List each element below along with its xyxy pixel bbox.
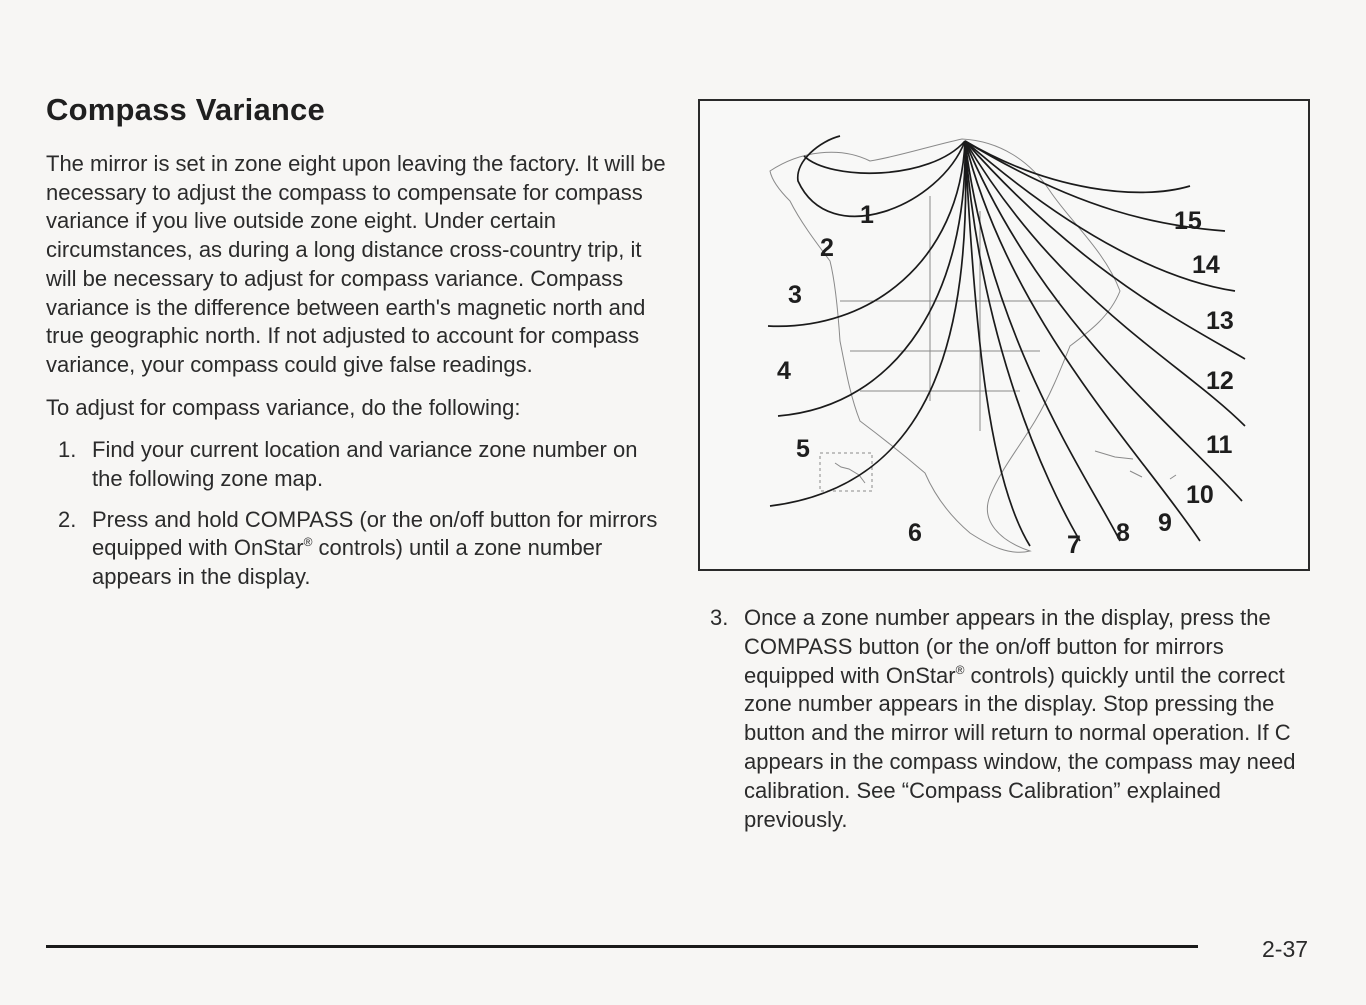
step-text: Find your current location and variance zone number on the following zone map. [92, 437, 638, 492]
zone-label-4: 4 [777, 357, 791, 385]
step-text-after: controls) until a zone number appears in the display. [92, 535, 603, 590]
footer-rule [46, 945, 1198, 948]
step-item [46, 436, 666, 493]
step-text-before: Once a zone number appears in the display, press the COMPASS button (or the on/off button for mirrors equipped with OnStar [744, 605, 1271, 688]
zone-label-2: 2 [820, 234, 834, 262]
zone-label-7: 7 [1067, 531, 1081, 559]
zone-label-5: 5 [796, 435, 810, 463]
zone-label-3: 3 [788, 281, 802, 309]
zone-map [698, 99, 1310, 571]
step-item [46, 506, 666, 592]
zone-label-11: 11 [1206, 431, 1233, 459]
registered-mark: ® [303, 535, 313, 550]
zone-label-6: 6 [908, 519, 922, 547]
zone-label-15: 15 [1174, 207, 1202, 235]
registered-mark: ® [955, 662, 965, 677]
step-text-after: controls) quickly until the correct zone number appears in the display. Stop pressing the button and the mirror will return to normal operation. If C appears in the compass window, the compass may need calibration. See “Compass Calibration” explained previously. [744, 662, 1296, 832]
step-text-before: Press and hold COMPASS (or the on/off button for mirrors equipped with OnStar [92, 506, 658, 561]
zone-map-drawing [700, 101, 1308, 569]
right-column [706, 604, 1306, 834]
instruction-paragraph: To adjust for compass variance, do the following: [46, 394, 521, 420]
step-number: 2. [58, 506, 77, 532]
intro-paragraph: The mirror is set in zone eight upon leaving the factory. It will be necessary to adjust the compass to compensate for compass variance if you live outside zone eight. Under certain circumstances, as during a long distance cross-country trip, it will be necessary to adjust for compass variance. Compass variance is the difference between earth's magnetic north and true geographic north. If not adjusted to account for compass variance, your compass could give false readings. [46, 151, 666, 377]
zone-label-8: 8 [1116, 519, 1130, 547]
page-title: Compass Variance [46, 92, 325, 127]
steps-list [46, 436, 666, 592]
step-number: 3. [710, 605, 729, 630]
zone-label-10: 10 [1186, 481, 1214, 509]
page-number: 2-37 [1262, 936, 1309, 962]
step-item [706, 604, 1306, 834]
zone-labels [777, 201, 1234, 559]
left-column [46, 150, 666, 604]
zone-label-9: 9 [1158, 509, 1172, 537]
zone-label-13: 13 [1206, 307, 1234, 335]
zone-label-1: 1 [860, 201, 874, 229]
zone-label-12: 12 [1206, 367, 1234, 395]
zone-label-14: 14 [1192, 251, 1220, 279]
step-number: 1. [58, 437, 77, 463]
